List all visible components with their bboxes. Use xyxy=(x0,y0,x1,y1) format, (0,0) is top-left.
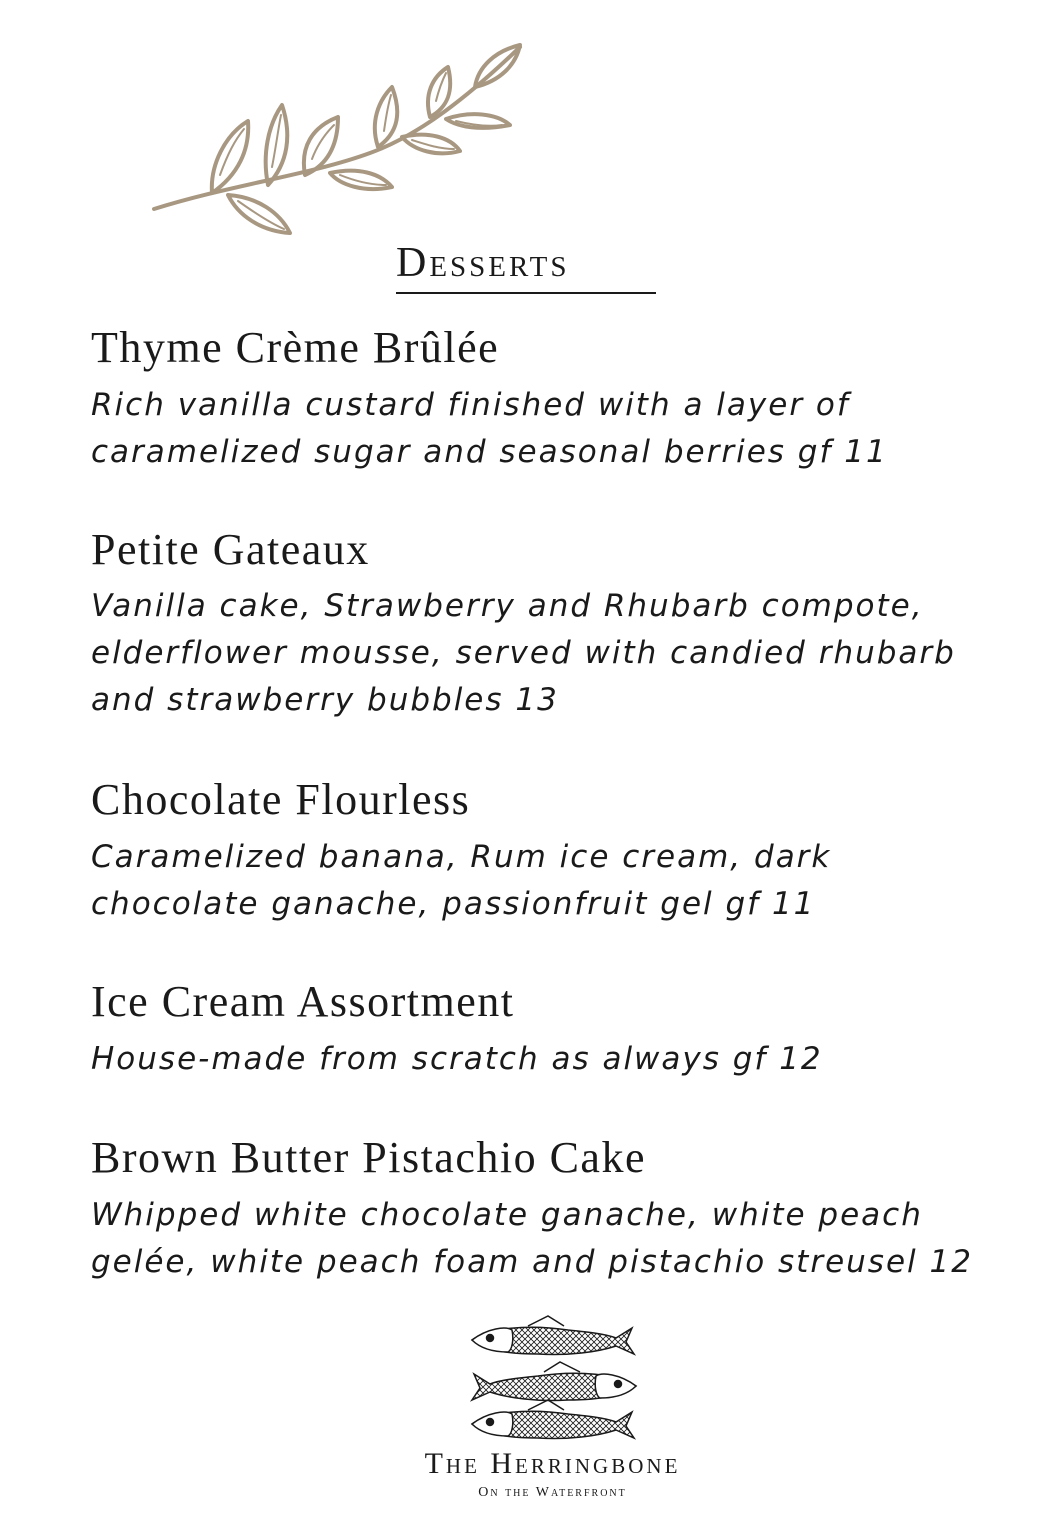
description-line: elderflower mousse, served with candied rhubarb xyxy=(91,635,956,671)
menu-item-description xyxy=(91,1192,1011,1286)
description-line: House-made from scratch as always gf 12 xyxy=(91,1041,823,1077)
brand-tagline: On the Waterfront xyxy=(478,1485,627,1500)
title-underline xyxy=(396,292,656,294)
menu-item-name: Petite Gateaux xyxy=(91,525,370,574)
brand-name: The Herringbone xyxy=(424,1447,681,1480)
description-line: and strawberry bubbles 13 xyxy=(91,682,559,718)
menu-item-name: Chocolate Flourless xyxy=(91,775,471,824)
menu-item-name: Thyme Crème Brûlée xyxy=(91,323,500,372)
description-line: Whipped white chocolate ganache, white peach xyxy=(91,1197,923,1233)
menu-item-description xyxy=(91,1036,1011,1083)
description-line: chocolate ganache, passionfruit gel gf 11 xyxy=(91,886,816,922)
description-line: caramelized sugar and seasonal berries gf 11 xyxy=(91,434,888,470)
description-line: Rich vanilla custard finished with a layer of xyxy=(91,387,850,423)
olive-sprig-icon xyxy=(140,35,540,245)
menu-item-description xyxy=(91,834,1011,928)
menu-item-name: Ice Cream Assortment xyxy=(91,977,515,1026)
menu-item-description xyxy=(91,382,1011,476)
three-herring-fish-icon xyxy=(468,1312,640,1447)
description-line: Vanilla cake, Strawberry and Rhubarb compote, xyxy=(91,588,924,624)
description-line: Caramelized banana, Rum ice cream, dark xyxy=(91,839,832,875)
menu-item-name: Brown Butter Pistachio Cake xyxy=(91,1133,646,1182)
menu-item-description xyxy=(91,583,1011,724)
description-line: gelée, white peach foam and pistachio streusel 12 xyxy=(91,1244,973,1280)
section-title: Desserts xyxy=(396,240,570,286)
